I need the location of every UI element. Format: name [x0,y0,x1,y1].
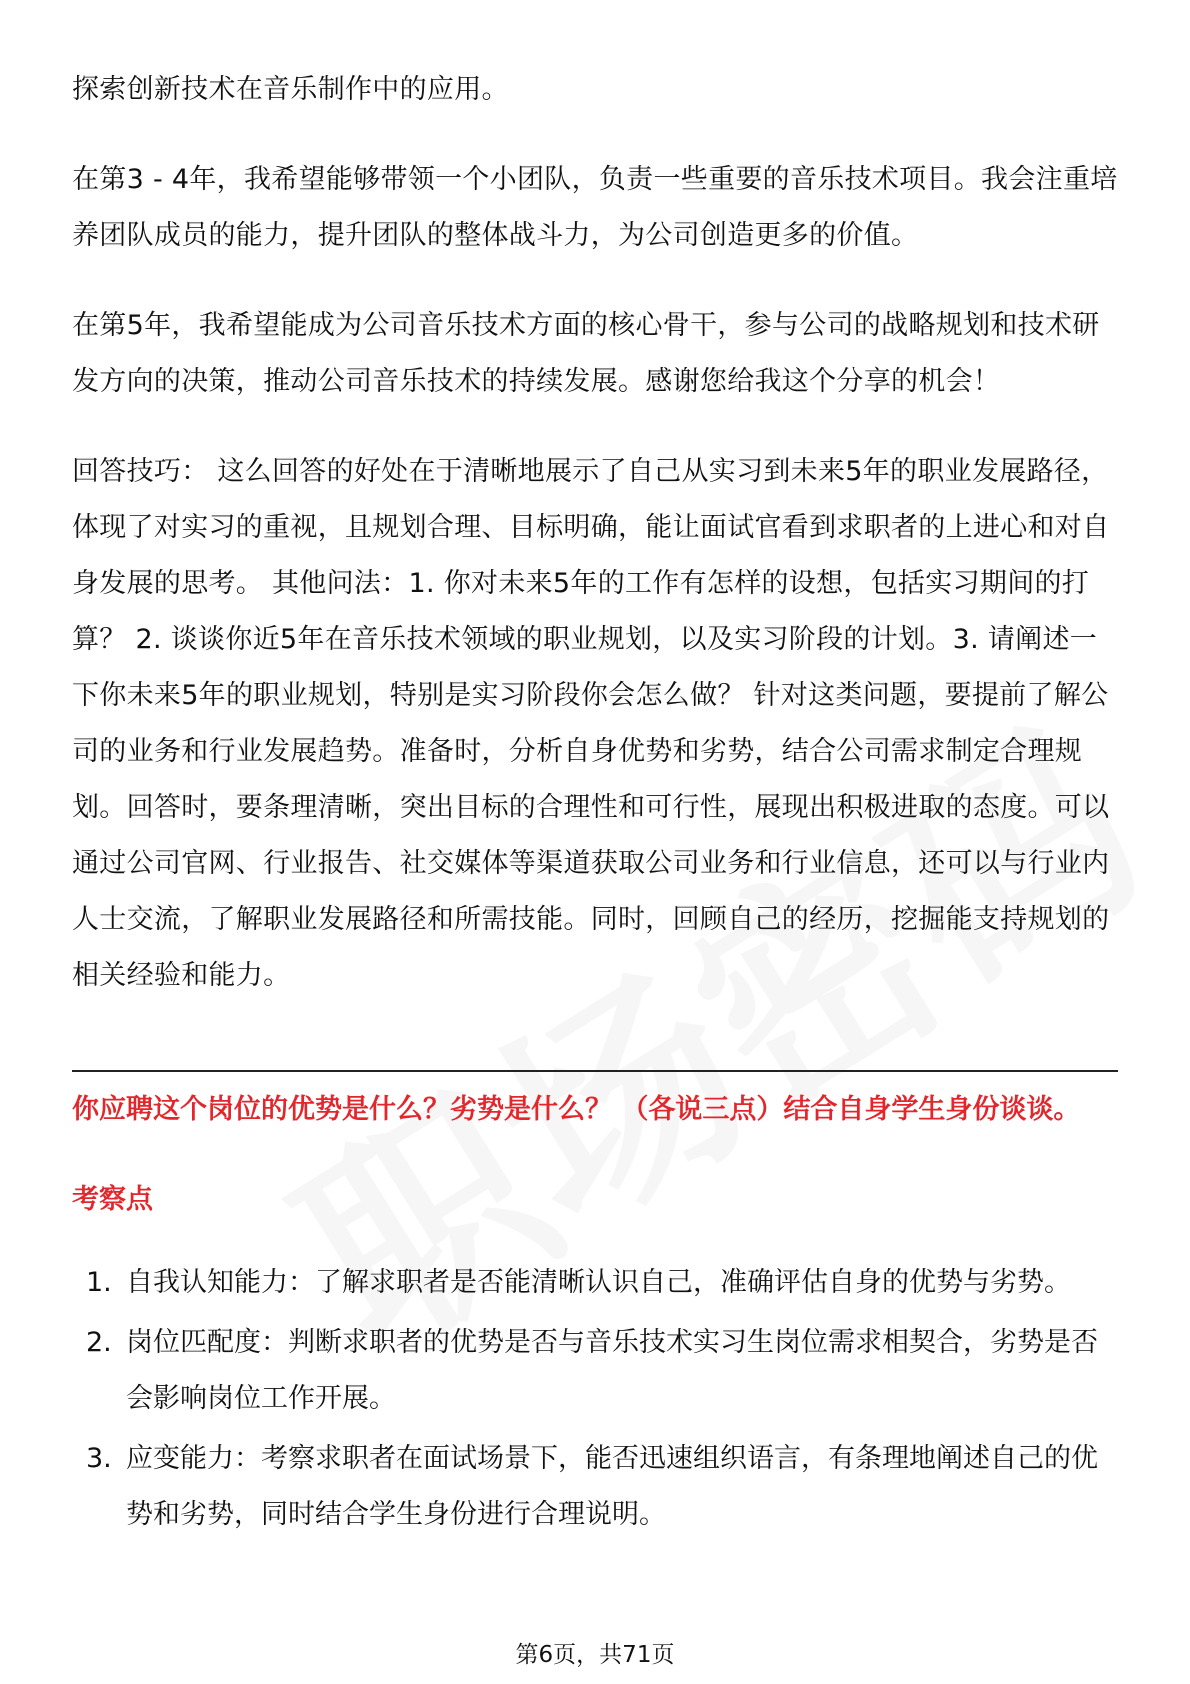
list-item [72,1431,1118,1543]
answer-tips-paragraph: 回答技巧： 这么回答的好处在于清晰地展示了自己从实习到未来5年的职业发展路径，体现了对实习的重视，且规划合理、目标明确，能让面试官看到求职者的上进心和对自身发展的思考。 其他问法：1. 你对未来5年的工作有怎样的设想，包括实习期间的打算？ 2. 谈谈你近5年在音乐技术领域的职业规划，以及实习阶段的计划。3. 请阐述一下你未来5年的职业规划，特别是实习阶段你会怎么做？ 针对这类问题，要提前了解公司的业务和行业发展趋势。准备时，分析自身优势和劣势，结合公司需求制定合理规划。回答时，要条理清晰，突出目标的合理性和可行性，展现出积极进取的态度。可以通过公司官网、行业报告、社交媒体等渠道获取公司业务和行业信息，还可以与行业内人士交流，了解职业发展路径和所需技能。同时，回顾自己的经历，挖掘能支持规划的相关经验和能力。 [72,456,1110,991]
paragraph: 在第5年，我希望能成为公司音乐技术方面的核心骨干，参与公司的战略规划和技术研发方向的决策，推动公司音乐技术的持续发展。感谢您给我这个分享的机会！ [72,310,1100,397]
exam-points-title: 考察点 [72,1184,153,1215]
exam-points-list [72,1255,1118,1547]
list-item-text: 自我认知能力：了解求职者是否能清晰认识自己，准确评估自身的优势与劣势。 [126,1267,1071,1298]
question-heading: 你应聘这个岗位的优势是什么？劣势是什么？ （各说三点）结合自身学生身份谈谈。 [72,1094,1081,1125]
list-item-text: 岗位匹配度：判断求职者的优势是否与音乐技术实习生岗位需求相契合，劣势是否会影响岗位工作开展。 [126,1327,1098,1414]
body-text [72,62,1118,1004]
list-item [72,1255,1118,1311]
list-item-number: 3. [86,1443,112,1474]
paragraph: 探索创新技术在音乐制作中的应用。 [72,74,509,105]
list-item-number: 2. [86,1327,112,1358]
section-divider [72,1070,1118,1072]
list-item-number: 1. [86,1267,112,1298]
list-item [72,1315,1118,1427]
list-item-text: 应变能力：考察求职者在面试场景下，能否迅速组织语言，有条理地阐述自己的优势和劣势，同时结合学生身份进行合理说明。 [126,1443,1098,1530]
paragraph: 在第3 - 4年，我希望能够带领一个小团队，负责一些重要的音乐技术项目。我会注重培养团队成员的能力，提升团队的整体战斗力，为公司创造更多的价值。 [72,164,1118,251]
page-footer: 第6页，共71页 [515,1642,675,1668]
